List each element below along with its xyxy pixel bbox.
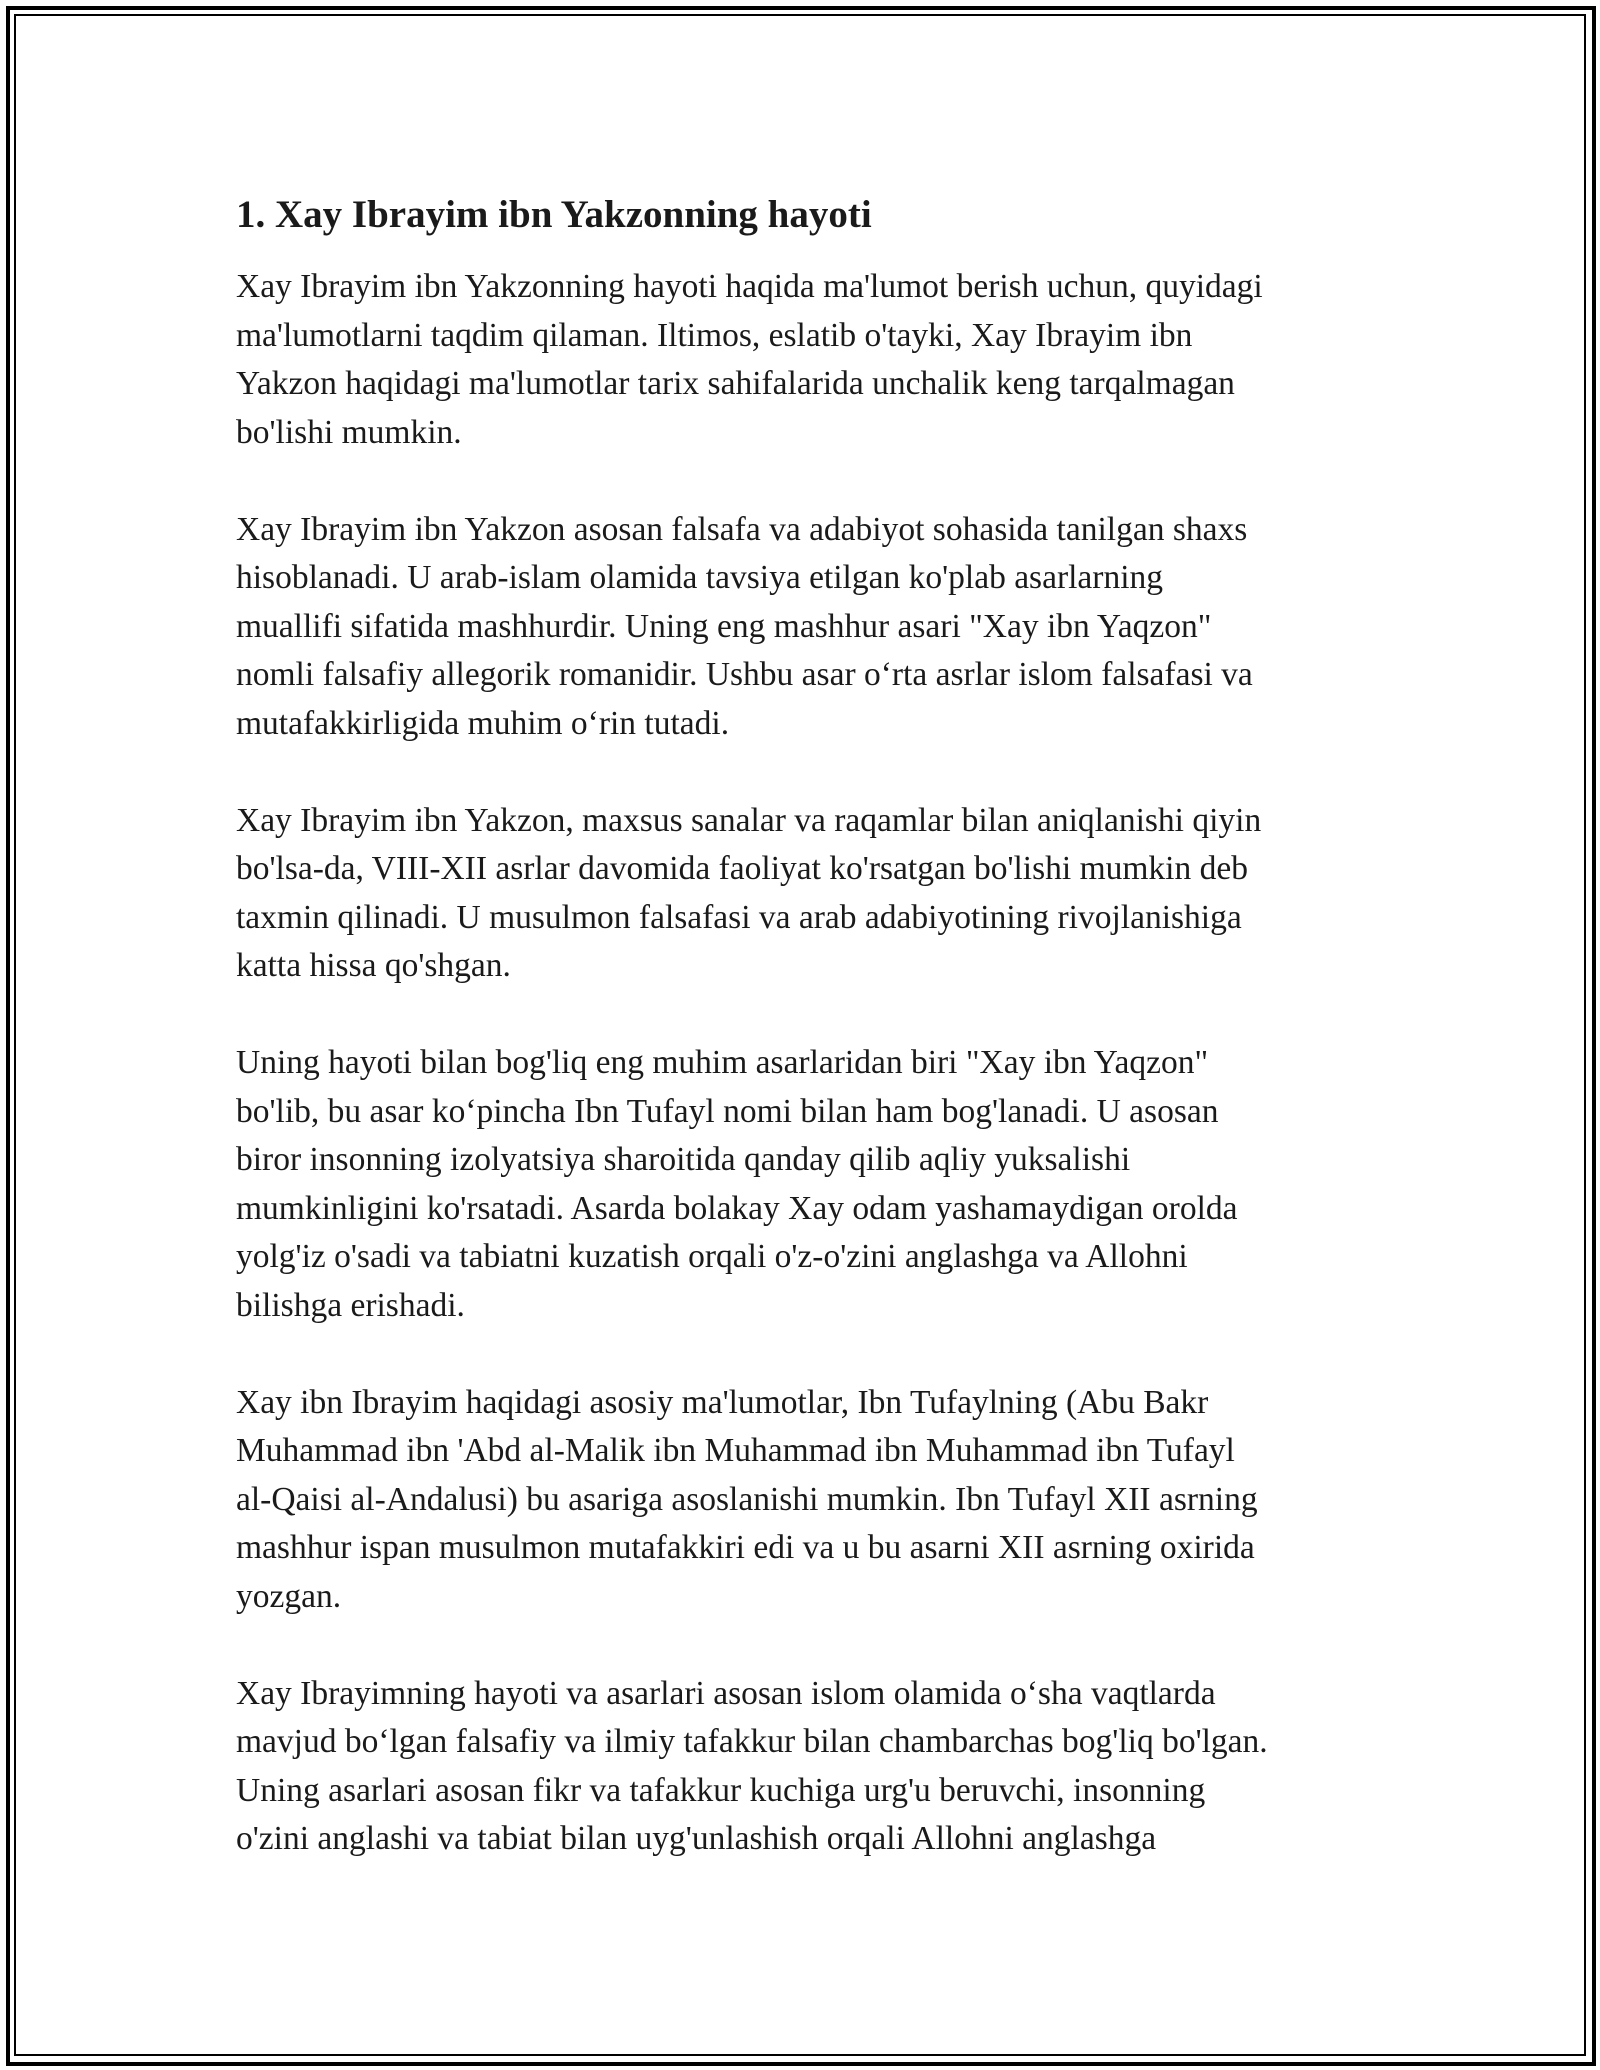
paragraph-3-line-1: Xay Ibrayim ibn Yakzon, maxsus sanalar va raqamlar bilan aniqlanishi qiyin — [236, 801, 1262, 839]
paragraph-1-line-4: bo'lishi mumkin. — [236, 413, 462, 451]
paragraph-4-line-4: mumkinligini ko'rsatadi. Asarda bolakay Xay odam yashamaydigan orolda — [236, 1189, 1238, 1227]
paragraph-5 — [236, 1379, 1386, 1622]
paragraph-5-line-5: yozgan. — [236, 1577, 342, 1615]
paragraph-4 — [236, 1039, 1386, 1330]
paragraph-3-line-3: taxmin qilinadi. U musulmon falsafasi va arab adabiyotining rivojlanishiga — [236, 898, 1242, 936]
paragraph-1-line-2: ma'lumotlarni taqdim qilaman. Iltimos, eslatib o'tayki, Xay Ibrayim ibn — [236, 316, 1193, 354]
paragraph-5-line-2: Muhammad ibn 'Abd al-Malik ibn Muhammad ibn Muhammad ibn Tufayl — [236, 1432, 1235, 1469]
paragraph-1 — [236, 263, 1386, 457]
paragraph-4-line-2: bo'lib, bu asar ko‘pincha Ibn Tufayl nomi bilan ham bog'lanadi. U asosan — [236, 1092, 1219, 1130]
paragraph-3 — [236, 797, 1386, 991]
paragraph-4-line-3: biror insonning izolyatsiya sharoitida qanday qilib aqliy yuksalishi — [236, 1141, 1131, 1178]
paragraph-5-line-1: Xay ibn Ibrayim haqidagi asosiy ma'lumotlar, Ibn Tufaylning (Abu Bakr — [236, 1383, 1209, 1421]
paragraph-2-line-1: Xay Ibrayim ibn Yakzon asosan falsafa va adabiyot sohasida tanilgan shaxs — [236, 510, 1248, 548]
paragraph-2-line-4: nomli falsafiy allegorik romanidir. Ushbu asar o‘rta asrlar islom falsafasi va — [236, 656, 1253, 693]
paragraph-6-line-3: Uning asarlari asosan fikr va tafakkur kuchiga urg'u beruvchi, insonning — [236, 1771, 1206, 1809]
paragraph-2-line-3: muallifi sifatida mashhurdir. Uning eng mashhur asari "Xay ibn Yaqzon" — [236, 607, 1212, 645]
document-body — [236, 185, 1386, 1912]
paragraph-6-line-1: Xay Ibrayimning hayoti va asarlari asosan islom olamida o‘sha vaqtlarda — [236, 1674, 1216, 1712]
paragraph-4-line-5: yolg'iz o'sadi va tabiatni kuzatish orqali o'z-o'zini anglashga va Allohni — [236, 1238, 1188, 1275]
paragraph-1-line-3: Yakzon haqidagi ma'lumotlar tarix sahifalarida unchalik keng tarqalmagan — [236, 365, 1235, 402]
paragraph-1-line-1: Xay Ibrayim ibn Yakzonning hayoti haqida ma'lumot berish uchun, quyidagi — [236, 268, 1263, 305]
paragraph-2-line-5: mutafakkirligida muhim o‘rin tutadi. — [236, 704, 730, 742]
paragraph-2 — [236, 506, 1386, 749]
paragraph-6 — [236, 1670, 1386, 1864]
paragraph-4-line-6: bilishga erishadi. — [236, 1286, 465, 1324]
paragraph-4-line-1: Uning hayoti bilan bog'liq eng muhim asarlaridan biri "Xay ibn Yaqzon" — [236, 1044, 1209, 1081]
paragraph-2-line-2: hisoblanadi. U arab-islam olamida tavsiya etilgan ko'plab asarlarning — [236, 559, 1164, 596]
section-heading: 1. Xay Ibrayim ibn Yakzonning hayoti — [236, 193, 872, 236]
paragraph-3-line-2: bo'lsa-da, VIII-XII asrlar davomida faoliyat ko'rsatgan bo'lishi mumkin deb — [236, 850, 1248, 887]
paragraph-5-line-3: al-Qaisi al-Andalusi) bu asariga asoslanishi mumkin. Ibn Tufayl XII asrning — [236, 1480, 1258, 1518]
paragraph-5-line-4: mashhur ispan musulmon mutafakkiri edi va u bu asarni XII asrning oxirida — [236, 1529, 1255, 1566]
paragraph-3-line-4: katta hissa qo'shgan. — [236, 947, 511, 984]
paragraph-6-line-4: o'zini anglashi va tabiat bilan uyg'unlashish orqali Allohni anglashga — [236, 1820, 1157, 1857]
paragraph-6-line-2: mavjud bo‘lgan falsafiy va ilmiy tafakkur bilan chambarchas bog'liq bo'lgan. — [236, 1723, 1268, 1760]
